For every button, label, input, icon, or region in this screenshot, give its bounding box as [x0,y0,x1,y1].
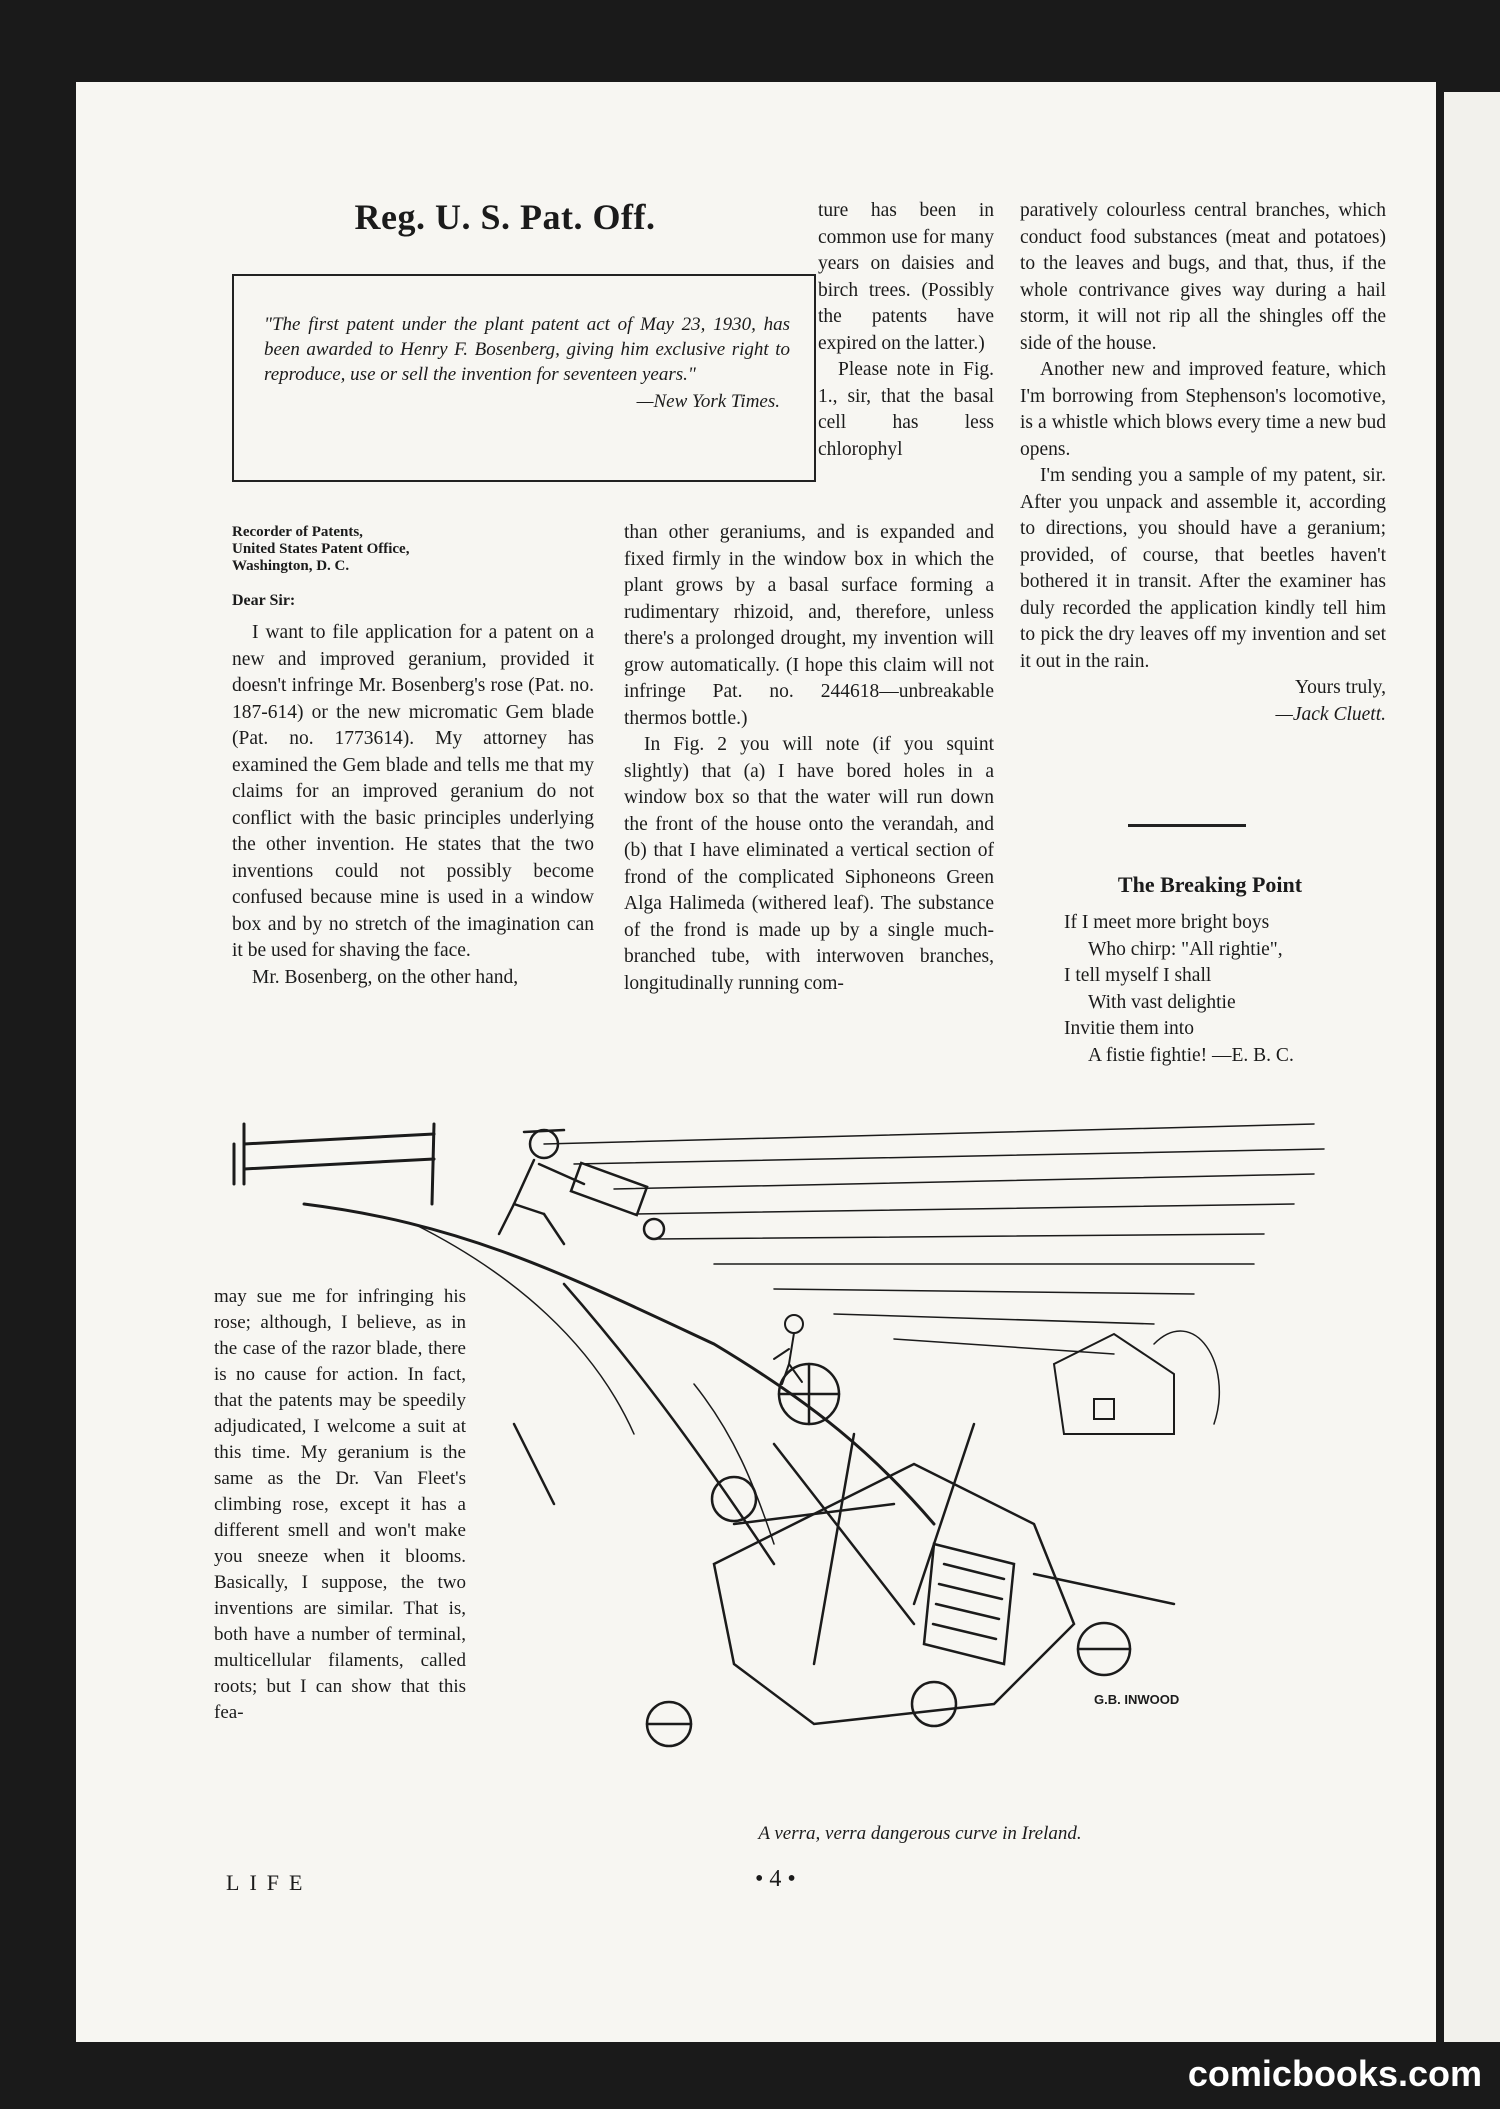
magazine-name: LIFE [226,1870,313,1895]
paragraph: ture has been in common use for many years on daisies and birch trees. (Possibly the patents have expired on the latter.) [818,200,994,354]
column-1-continued-text [214,1284,466,1726]
poem-line: Invitie them into [1064,1018,1194,1039]
paragraph: I'm sending you a sample of my patent, sir. After you unpack and assemble it, according to directions, you should have a geranium; provided, of course, that beetles haven't bothered it in transit. After the examiner has duly recorded the application kindly tell him to pick the dry leaves off my invention and set it out in the rain. [1020,465,1386,672]
paragraph: I want to file application for a patent on a new and improved geranium, provided it doesn't infringe Mr. Bosenberg's rose (Pat. no. 187-614) or the new micromatic Gem blade (Pat. no. 1773614). My attorney has examined the Gem blade and tells me that my claims for an improved geranium do not conflict with the basic principles underlying the other invention. He states that the two inventions could not possibly become confused because mine is used in a window box and by no stretch of the imagination can it be used for shaving the face. [232,622,594,961]
man-with-wheelbarrow [499,1130,664,1244]
adjacent-page-edge [1444,92,1500,2042]
address-line: Recorder of Patents, [232,524,363,540]
site-watermark: comicbooks.com [1187,2053,1482,2094]
fence [234,1124,434,1204]
epigraph-text: "The first patent under the plant patent act of May 23, 1930, has been awarded to Henry F. Bosenberg, giving him exclusive right to reproduce, use or sell the invention for seventeen years." [264,314,790,385]
paragraph: Please note in Fig. 1., sir, that the basal cell has less chlorophyl [818,359,994,460]
letter-signature: —Jack Cluett. [1275,703,1386,725]
poem-line: Who chirp: "All rightie", [1088,938,1283,960]
article-title: Reg. U. S. Pat. Off. [354,197,656,237]
paragraph: paratively colourless central branches, which conduct food substances (meat and potatoes) to the leaves and bugs, and that, thus, if the whole contrivance gives way during a hail storm, it will not rip all the shingles off the side of the house. [1020,200,1386,354]
address-line: Washington, D. C. [232,558,350,574]
paragraph: Another new and improved feature, which I'm borrowing from Stephenson's locomotive, is a whistle which blows every time a new bud opens. [1020,359,1386,460]
poem-body [1064,910,1394,1069]
section-divider [1128,824,1246,827]
cottage [1054,1331,1219,1434]
epigraph-box [232,274,816,482]
poem-line: A fistie fightie! —E. B. C. [1088,1044,1294,1066]
poem-line: With vast delightie [1088,991,1236,1013]
letter-closing: Yours truly, [1294,677,1386,698]
address-line: United States Patent Office, [232,541,410,557]
artist-signature: G.B. INWOOD [1094,1692,1180,1707]
paragraph: In Fig. 2 you will note (if you squint slightly) that (a) I have bored holes in a window box so that the water will run down the front of the house onto the verandah, and (b) that I have eliminated a vertical section of frond of the complicated Siphoneons Green Alga Halimeda (withered leaf). The substance of the frond is made up by a single much-branched tube, with interwoven branches, longitudinally running com- [624,734,994,994]
paragraph: Mr. Bosenberg, on the other hand, [252,966,519,988]
paragraph: than other geraniums, and is expanded and fixed firmly in the window box in which the plant grows by a basal surface forming a rudimentary rhizoid, and, therefore, unless there's a prolonged drought, my invention will grow automatically. (I hope this claim will not infringe Pat. no. 244618—unbreakable thermos bottle.) [624,522,994,729]
letter-address [232,524,592,575]
poem-title: The Breaking Point [1117,872,1303,897]
column-3-text [1020,198,1386,728]
column-1-text [232,620,594,991]
column-2-upper-text [818,198,994,463]
poem-line: If I meet more bright boys [1064,912,1270,933]
wreckage-pile [514,1364,1174,1746]
column-2-lower-text [624,520,994,997]
page-number: • 4 • [755,1866,796,1892]
paragraph: may sue me for infringing his rose; although, I believe, as in the case of the razor blade, there is no cause for action. In fact, that the patents may be speedily adjudicated, I welcome a suit at this time. My geranium is the same as the Dr. Van Fleet's climbing rose, except it has a different smell and won't make you sneeze when it blooms. Basically, I suppose, the two inventions are similar. That is, both have a number of terminal, multicellular filaments, called roots; but I can show that this fea- [214,1286,466,1723]
epigraph-source: —New York Times. [636,391,780,412]
letter-salutation: Dear Sir: [232,592,296,609]
illustration-caption: A verra, verra dangerous curve in Ireland. [758,1823,1082,1844]
poem-line: I tell myself I shall [1064,965,1212,986]
